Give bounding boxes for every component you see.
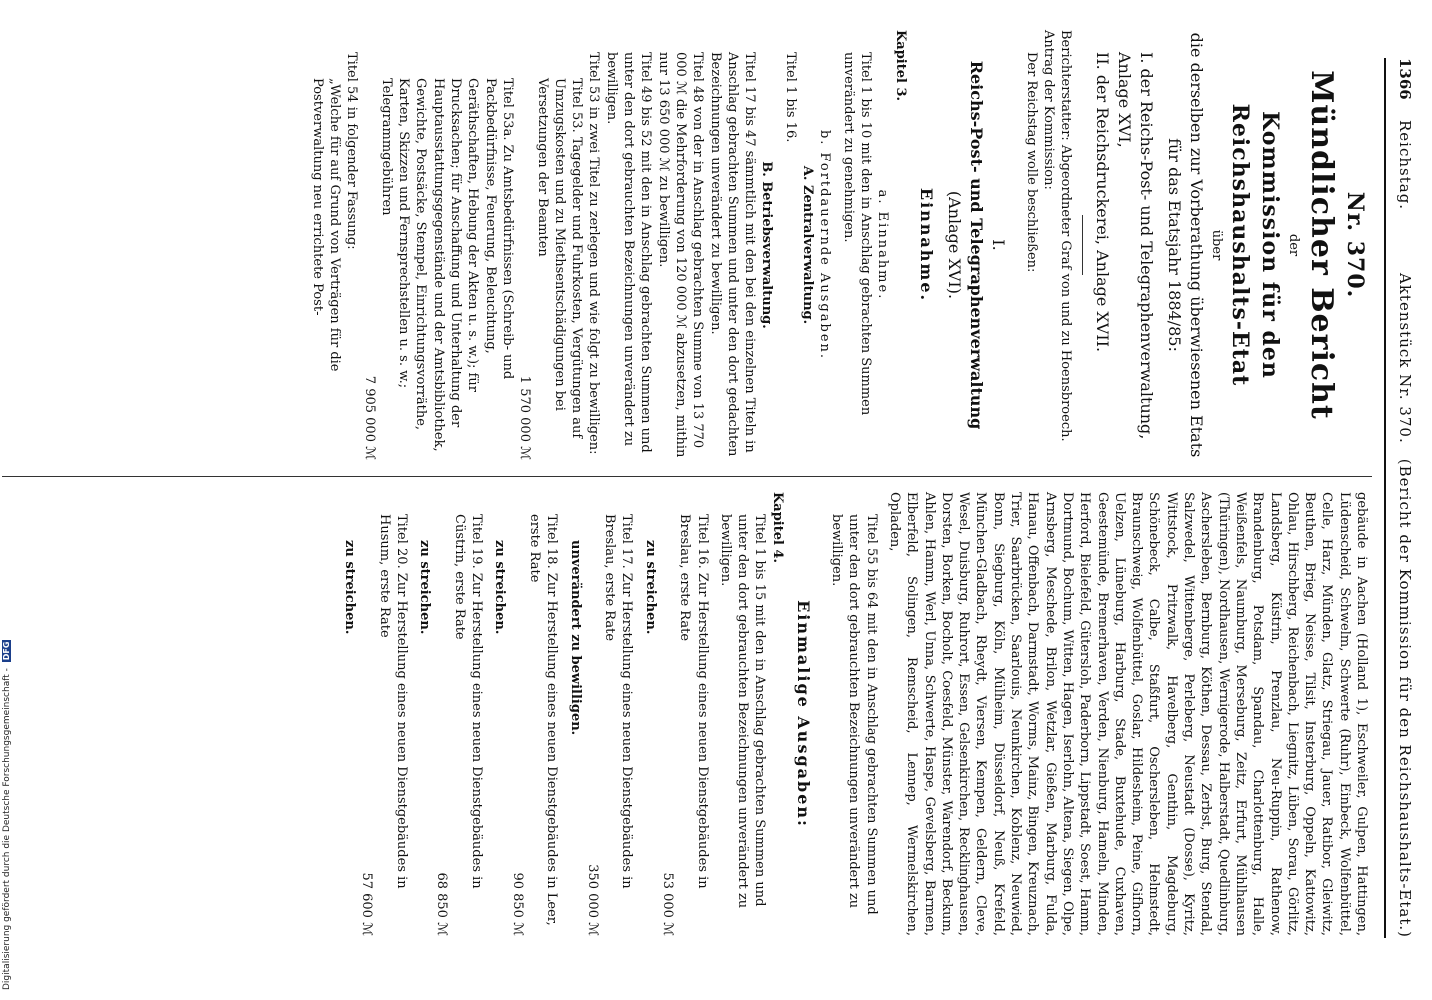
decision-titel-17: unverändert zu bewilligen. bbox=[567, 540, 583, 736]
amount-titel-16: 53 000 ℳ bbox=[660, 872, 676, 936]
einmalige-heading: Einmalige Ausgaben: bbox=[793, 600, 813, 828]
commission-title: Kommission für den Reichshaushalts-Etat bbox=[1226, 103, 1283, 387]
separator-rule bbox=[1082, 215, 1083, 275]
report-intro: die derselben zur Vorberathung überwiesenen Etats für das Etatsjahr 1884/85: bbox=[1165, 32, 1207, 458]
paragraph-gebaeude-list: gebäude in Aachen (Holland 1), Eschweiler, Gulpen, Hattingen, Lüdenscheid, Schwelm, Schwerte (Ruhr), Einbeck, Wolfenbüttel, Celle, Harz, Münden, Glatz, Striegau, Jauer, Ratibor, Gleiwitz, Beuthen, Brieg, Neisse, Tilsit, Insterburg, Oppeln, Kattowitz, Ohlau, Hirschberg, Reichenbach, Liegnitz, Lüben, Sorau, Görlitz, Landsberg, Küstrin, Prenzlau, Neu-Ruppin, Rathenow, Brandenburg, Potsdam, Spandau, Charlottenburg, Halle, Weißenfels, Naumburg, Merseburg, Zeitz, Erfurt, Mühlhausen (Thüringen), Nordhausen, Wernigerode, Halberstadt, Quedlinburg, Aschersleben, Bernburg, Köthen, Dessau, Zerbst, Burg, Stendal, Salzwedel, Wittenberge, Perleberg, Neustadt (Dosse), Kyritz, Wittstock, Pritzwalk, Havelberg, Genthin, Magdeburg, Schönebeck, Calbe, Staßfurt, Oschersleben, Helmstedt, Braunschweig, Wolfenbüttel, Goslar, Hildesheim, Peine, Gifhorn, Uelzen, Lüneburg, Harburg, Stade, Buxtehude, Cuxhaven, Geestemünde, Bremerhaven, Verden, Nienburg, Hameln, Minden, Herford, Bielefeld, Gütersloh, Paderborn, Lippstadt, Soest, Hamm, Dortmund, Bochum, Witten, Hagen, Iserlohn, Altena, Siegen, Olpe, Arnsberg, Meschede, Brilon, Wetzlar, Gießen, Marburg, Fulda, Hanau, Offenbach, Darmstadt, Worms, Mainz, Bingen, Kreuznach, Trier, Saarbrücken, Saarlouis, Neunkirchen, Koblenz, Neuwied, Bonn, Siegburg, Köln, Mülheim, Düsseldorf, Neuß, Krefeld, München-Gladbach, Rheydt, Viersen, Kempen, Geldern, Cleve, Wesel, Duisburg, Ruhrort, Essen, Gelsenkirchen, Recklinghausen, Dorsten, Borken, Bocholt, Coesfeld, Münster, Warendorf, Beckum, Ahlen, Hamm, Werl, Unna, Schwerte, Haspe, Gevelsberg, Barmen, Elberfeld, Solingen, Remscheid, Lennep, Wermelskirchen, Opladen, bbox=[886, 492, 1369, 936]
credit-text: Digitalisierung gefördert durch die Deutsche Forschungsgemeinschaft - bbox=[2, 668, 12, 990]
kapitel-three-label: Kapitel 3. bbox=[892, 30, 908, 102]
item-one: I. der Reichs-Post- und Telegraphenverwaltung, Anlage XVI, bbox=[1115, 52, 1157, 440]
paragraph-titel-19: Titel 19. Zur Herstellung eines neuen Dienstgebäudes in Cüstrin, erste Rate bbox=[451, 514, 485, 889]
paragraph-titel-53-detail: Titel 53. Tagegelder und Fuhrkosten, Vergütungen auf Umzugskosten und zu Miethsentschädigungen bei Versetzungen der Beamten bbox=[534, 78, 585, 439]
antrag-heading: Antrag der Kommission: bbox=[1041, 30, 1057, 190]
dfg-logo: DFG bbox=[2, 641, 11, 661]
left-column bbox=[0, 30, 1370, 460]
paragraph-titel-1-16: Titel 1 bis 16. bbox=[782, 52, 798, 143]
decision-titel-19: zu streichen. bbox=[417, 540, 433, 635]
section-title: Reichs-Post- und Telegraphenverwaltung bbox=[966, 60, 986, 430]
paragraph-titel-18: Titel 18. Zur Herstellung eines neuen Dienstgebäudes in Leer, erste Rate bbox=[526, 514, 560, 926]
paragraph-titel-1-15: Titel 1 bis 15 mit den in Anschlag gebrachten Summen und unter den dort gebrauchten Bezeichnungen unverändert zu bewilligen. bbox=[717, 514, 768, 909]
header-reichstag: Reichstag. bbox=[1396, 120, 1414, 211]
right-column bbox=[0, 492, 1370, 936]
header-title: (Bericht der Kommission für den Reichshaushalts-Etat.) bbox=[1396, 458, 1414, 938]
digitization-credit bbox=[2, 640, 12, 990]
a-zentralverwaltung: A. Zentralverwaltung. bbox=[800, 165, 816, 325]
amount-titel-53a: 7 905 000 ℳ bbox=[361, 375, 377, 460]
b-fortdauernde: b. Fortdauernde Ausgaben. bbox=[817, 129, 833, 361]
paragraph-titel-54-quote: „Welche für auf Grund von Verträgen für die Postverwaltung neu errichtete Post- bbox=[309, 78, 343, 372]
paragraph-titel-55-64: Titel 55 bis 64 mit den in Anschlag gebrachten Summen und unter den dort gebrauchten Bezeichnungen unverändert zu bewilligen. bbox=[829, 514, 879, 915]
amount-titel-19: 68 850 ℳ bbox=[434, 872, 450, 936]
amount-titel-53: 1 570 000 ℳ bbox=[517, 375, 533, 460]
paragraph-titel-49-52: Titel 49 bis 52 mit den in Anschlag gebrachten Summen und unter den dort gebrauchten Bezeichnungen unverändert zu bewilligen. bbox=[603, 52, 654, 453]
decision-titel-20: zu streichen. bbox=[341, 540, 357, 635]
amount-titel-20: 57 600 ℳ bbox=[359, 872, 375, 936]
item-two: II. der Reichsdruckerei, Anlage XVII. bbox=[1093, 52, 1113, 353]
kapitel-four-label: Kapitel 4. bbox=[769, 492, 785, 564]
section-subtitle: (Anlage XVI). bbox=[944, 190, 964, 300]
einnahme-heading: Einnahme. bbox=[916, 187, 936, 303]
beschluss-text: Der Reichstag wolle beschließen: bbox=[1023, 52, 1039, 273]
column-divider bbox=[2, 476, 1372, 477]
paragraph-titel-1-10: Titel 1 bis 10 mit den in Anschlag gebrachten Summen unverändert zu genehmigen. bbox=[840, 52, 873, 416]
paragraph-titel-17-47: Titel 17 bis 47 sämmtlich mit den bei den einzelnen Titeln in Anschlag gebrachten Summen und unter den dort gedachten Bezeichnungen unverändert zu bewilligen. bbox=[707, 52, 758, 457]
header-aktenstueck: Aktenstück Nr. 370. bbox=[1396, 273, 1414, 444]
document-number: Nr. 370. bbox=[1342, 191, 1368, 299]
decision-titel-18: zu streichen. bbox=[492, 540, 508, 635]
report-ueber: über bbox=[1208, 229, 1224, 261]
page-number: 1366 bbox=[1396, 58, 1414, 100]
paragraph-titel-53a: Titel 53a. Zu Amtsbedürfnissen (Schreib- und Packbedürfnisse, Feuerung, Beleuchtung, Geräthschaften, Hebung der Akten u. s. w.); für Drucksachen; für Anschaffung und Unterhaltung der Hauptausstattungsgegenstände und der Amtsbibliothek, Gewichte, Postsäcke, Stempel, Einrichtungsvorräthe, Karten, Skizzen und Fernsprechstellen u. s. w.; Telegrammgebühren bbox=[378, 78, 515, 452]
decision-titel-16: zu streichen. bbox=[642, 540, 658, 635]
paragraph-titel-16: Titel 16. Zur Herstellung eines neuen Dienstgebäudes in Breslau, erste Rate bbox=[677, 514, 710, 889]
paragraph-titel-53: Titel 53 in zwei Titel zu zerlegen und wie folgt zu bewilligen: bbox=[586, 52, 602, 455]
amount-titel-17: 350 000 ℳ bbox=[584, 864, 600, 936]
roman-one: I. bbox=[988, 239, 1008, 251]
amount-titel-18: 90 850 ℳ bbox=[509, 872, 525, 936]
page-header bbox=[1384, 58, 1420, 938]
rapporteur: Berichterstatter: Abgeordneter Graf von und zu Hoensbroech. bbox=[1058, 30, 1074, 442]
b-betriebsverwaltung: B. Betriebsverwaltung. bbox=[759, 161, 775, 329]
paragraph-titel-17: Titel 17. Zur Herstellung eines neuen Dienstgebäudes in Breslau, erste Rate bbox=[602, 514, 635, 889]
report-der: der bbox=[1286, 233, 1301, 257]
report-title: Mündlicher Bericht bbox=[1304, 70, 1339, 420]
paragraph-titel-48: Titel 48 von der in Anschlag gebrachten Summe von 13 770 000 ℳ die Mehrforderung von 120 000 ℳ abzusetzen, mithin nur 13 650 000 ℳ zu bewilligen. bbox=[655, 52, 706, 458]
paragraph-titel-54: Titel 54 in folgender Fassung: bbox=[344, 52, 360, 250]
a-einnahme: a. Einnahme. bbox=[875, 189, 891, 301]
paragraph-titel-20: Titel 20. Zur Herstellung eines neuen Dienstgebäudes in Husum, erste Rate bbox=[376, 514, 409, 889]
